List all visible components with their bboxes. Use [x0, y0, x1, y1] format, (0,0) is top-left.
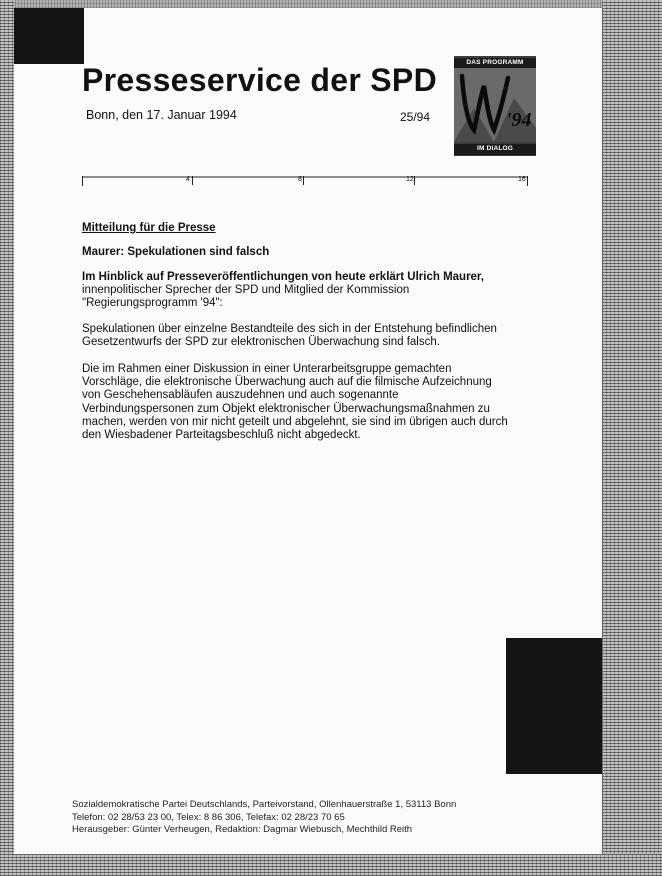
paragraph-1-line: Spekulationen über einzelne Bestandteile des sich in der Entstehung befindlichen — [82, 323, 497, 335]
ruler-lines — [82, 176, 528, 188]
footer-address: Sozialdemokratische Partei Deutschlands, Parteivorstand, Ollenhauerstraße 1, 53113 Bonn — [72, 799, 457, 810]
footer-contact: Telefon: 02 28/53 23 00, Telex: 8 86 306, Telefax: 02 28/23 70 65 — [72, 811, 345, 823]
section-heading: Mitteilung für die Presse — [82, 222, 216, 234]
paragraph-2 — [82, 363, 508, 442]
page-title: Presseservice der SPD — [82, 62, 437, 98]
ruler-mark-16: 16 — [518, 176, 526, 183]
headline: Maurer: Spekulationen sind falsch — [82, 246, 270, 258]
w94-logo-mark-icon — [454, 68, 536, 142]
issue-number: 25/94 — [400, 110, 431, 124]
footer-imprint — [72, 799, 456, 837]
paragraph-2-line: Verbindungspersonen zum Objekt elektronischer Überwachungsmaßnahmen zu — [82, 402, 490, 415]
ruler-mark-12: 12 — [406, 176, 414, 183]
paragraph-2-line: den Wiesbadener Parteitagsbeschluß nicht abgedeckt. — [82, 429, 361, 442]
paragraph-2-line: von Geschehensabläufen auszudehnen und auch sogenannte — [82, 389, 399, 402]
page-ruler — [82, 176, 528, 188]
paragraph-2-line: Die im Rahmen einer Diskussion in einer Unterarbeitsgruppe gemachten — [82, 363, 452, 375]
scan-edge-right — [602, 0, 662, 876]
intro-line-1: Im Hinblick auf Presseveröffentlichungen von heute erklärt Ulrich Maurer, — [82, 271, 484, 283]
programm-94-logo — [454, 56, 536, 156]
paragraph-1-line: Gesetzentwurfs der SPD zur elektronischen Überwachung sind falsch. — [82, 336, 440, 349]
scan-edge-bottom — [0, 854, 662, 876]
paragraph-1 — [82, 323, 497, 349]
scan-black-corner-bottom-right — [506, 638, 602, 774]
ruler-mark-8: 8 — [298, 176, 302, 183]
intro-paragraph — [82, 271, 484, 311]
intro-line-3: "Regierungsprogramm '94": — [82, 297, 223, 310]
logo-year-mark: '94 — [506, 109, 532, 131]
paragraph-2-line: machen, werden von mir nicht geteilt und abgelehnt, sie sind im übrigen auch durch — [82, 415, 508, 428]
ruler-mark-4: 4 — [186, 176, 190, 183]
footer-editors: Herausgeber: Günter Verheugen, Redaktion: Dagmar Wiebusch, Mechthild Reith — [72, 824, 413, 835]
dateline: Bonn, den 17. Januar 1994 — [86, 108, 237, 122]
paragraph-2-line: Vorschläge, die elektronische Überwachung auch auf die filmische Aufzeichnung — [82, 376, 492, 389]
logo-top-band-text: DAS PROGRAMM — [466, 59, 524, 66]
scan-black-corner-top-left — [14, 8, 84, 64]
logo-bottom-band-text: IM DIALOG — [476, 145, 514, 152]
scan-edge-left — [0, 0, 14, 876]
intro-line-2: innenpolitischer Sprecher der SPD und Mitglied der Kommission — [82, 284, 410, 297]
